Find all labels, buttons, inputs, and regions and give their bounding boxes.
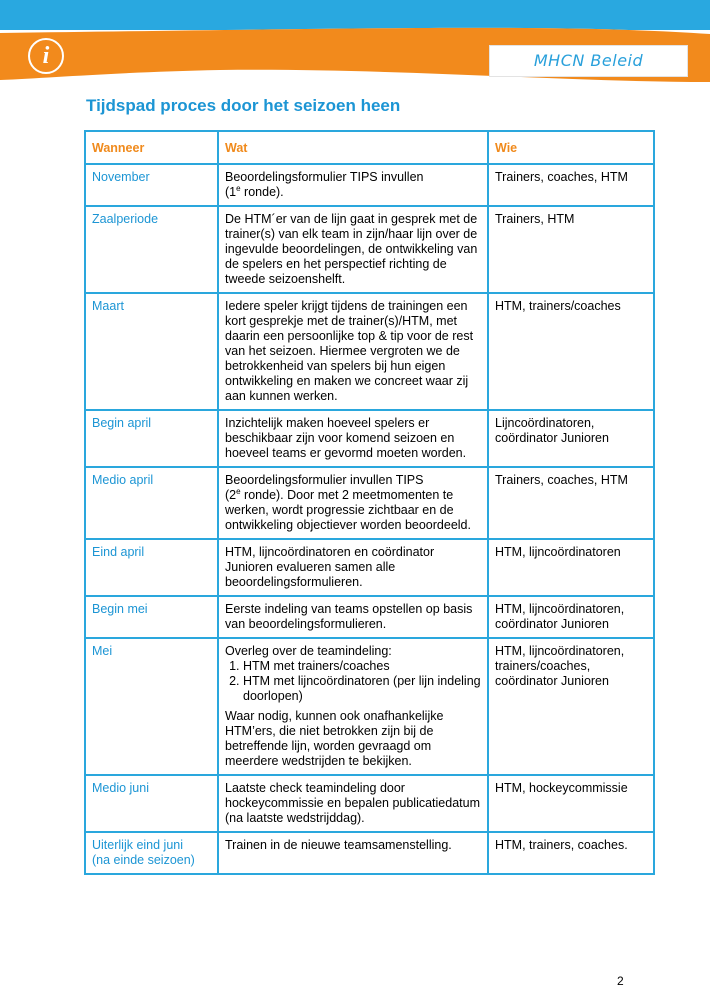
table-header-row (85, 131, 654, 164)
cell-what: De HTM´er van de lijn gaat in gesprek met de trainer(s) van elk team in zijn/haar lijn over de ingevulde beoordelingen, de ontwikkeling van de spelers en het perspectief richting de tweede seizoenshelft. (218, 206, 488, 293)
cell-who: Trainers, coaches, HTM (488, 164, 654, 206)
numbered-list (225, 659, 481, 704)
cell-when: Maart (85, 293, 218, 410)
table-row (85, 410, 654, 467)
cell-who: HTM, hockeycommissie (488, 775, 654, 832)
page-number: 2 (617, 974, 624, 988)
cell-what: Inzichtelijk maken hoeveel spelers er beschikbaar zijn voor komend seizoen en hoeveel teams er gevormd moeten worden. (218, 410, 488, 467)
cell-text: Overleg over de teamindeling: (225, 644, 392, 658)
cell-when: Eind april (85, 539, 218, 596)
table-row (85, 596, 654, 638)
cell-when (85, 832, 218, 874)
list-item: 1. HTM met trainers/coaches (243, 659, 481, 674)
cell-text: (2 (225, 488, 237, 502)
table-row (85, 775, 654, 832)
page-title: Tijdspad proces door het seizoen heen (86, 96, 401, 115)
cell-when: Mei (85, 638, 218, 775)
cell-text: Waar nodig, kunnen ook onafhankelijke HTM’ers, die niet betrokken zijn bij de betreffende lijn, worden gevraagd om meerdere wedstrijden te bekijken. (225, 709, 444, 768)
cell-who: HTM, lijncoördinatoren, trainers/coaches, coördinator Junioren (488, 638, 654, 775)
cell-when: Medio april (85, 467, 218, 539)
cell-who: Lijncoördinatoren, coördinator Junioren (488, 410, 654, 467)
cell-when: Zaalperiode (85, 206, 218, 293)
cell-what: Laatste check teamindeling door hockeycommissie en bepalen publicatiedatum (na laatste wedstrijddag). (218, 775, 488, 832)
cell-who: HTM, lijncoördinatoren (488, 539, 654, 596)
cell-text: (na einde seizoen) (92, 853, 195, 867)
cell-text: Uiterlijk eind juni (92, 838, 184, 852)
table-row (85, 206, 654, 293)
cell-text: ronde). (240, 185, 284, 199)
cell-who: HTM, trainers/coaches (488, 293, 654, 410)
timeline-table (84, 130, 655, 875)
table-row (85, 164, 654, 206)
table-row (85, 539, 654, 596)
cell-what: Trainen in de nieuwe teamsamenstelling. (218, 832, 488, 874)
cell-when: November (85, 164, 218, 206)
cell-what (218, 467, 488, 539)
superscript: e (236, 486, 241, 496)
cell-what (218, 164, 488, 206)
cell-when: Medio juni (85, 775, 218, 832)
cell-what: Iedere speler krijgt tijdens de trainingen een kort gesprekje met de trainer(s)/HTM, met daarin een persoonlijke top & tip voor de rest van het seizoen. Hiermee vergroten we de betrokkenheid van spelers bij hun eigen ontwikkeling en maken we concreet waar zij aan kunnen werken. (218, 293, 488, 410)
cell-text: Beoordelingsformulier TIPS invullen (225, 170, 424, 184)
cell-who: Trainers, coaches, HTM (488, 467, 654, 539)
cell-who: HTM, lijncoördinatoren, coördinator Junioren (488, 596, 654, 638)
cell-text: (1 (225, 185, 237, 199)
table-row (85, 293, 654, 410)
cell-when: Begin april (85, 410, 218, 467)
column-header-who: Wie (488, 131, 654, 164)
cell-who: Trainers, HTM (488, 206, 654, 293)
cell-when: Begin mei (85, 596, 218, 638)
cell-what: Eerste indeling van teams opstellen op basis van beoordelingsformulieren. (218, 596, 488, 638)
column-header-what: Wat (218, 131, 488, 164)
info-icon: i (28, 38, 64, 74)
cell-what: HTM, lijncoördinatoren en coördinator Junioren evalueren samen alle beoordelingsformulieren. (218, 539, 488, 596)
cell-text: Beoordelingsformulier invullen TIPS (225, 473, 424, 487)
header-badge: MHCN Beleid (489, 45, 688, 77)
cell-what (218, 638, 488, 775)
cell-who: HTM, trainers, coaches. (488, 832, 654, 874)
table-row (85, 467, 654, 539)
superscript: e (236, 183, 241, 193)
list-item: 2. HTM met lijncoördinatoren (per lijn indeling doorlopen) (243, 674, 481, 704)
page-header (0, 0, 710, 92)
column-header-when: Wanneer (85, 131, 218, 164)
table-row (85, 638, 654, 775)
table-row (85, 832, 654, 874)
cell-text: ronde). Door met 2 meetmomenten te werken, wordt progressie zichtbaar en de ontwikkeling objectiever worden beoordeeld. (225, 488, 471, 532)
